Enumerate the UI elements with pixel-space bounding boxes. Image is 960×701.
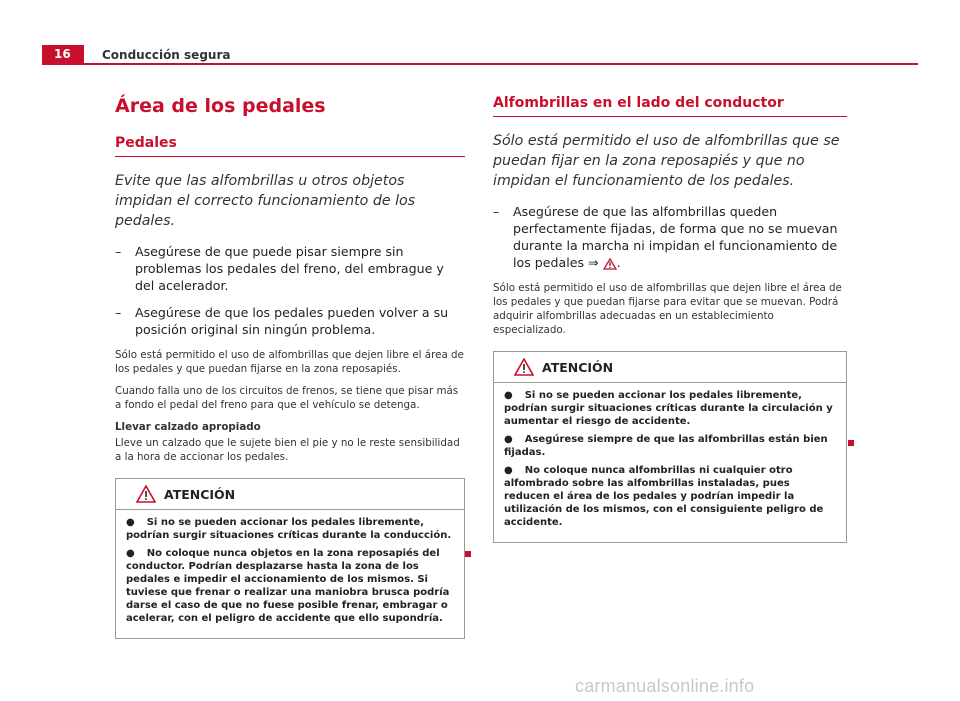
warning-item-text: Asegúrese siempre de que las alfombrillas están bien fijadas. [504,434,828,458]
list-item [115,304,465,338]
bullet-marker: ● [126,517,135,528]
paragraph: Cuando falla uno de los circuitos de frenos, se tiene que pisar más a fondo el pedal del freno para que el vehículo se detenga. [115,385,459,411]
end-of-section-mark [465,551,471,557]
warning-item [504,389,836,428]
header-rule [42,63,918,65]
section-heading-alfombrillas: Alfombrillas en el lado del conductor [493,95,847,117]
warning-item-text: Si no se pueden accionar los pedales libremente, podrían surgir situaciones críticas durante la circulación y aumentar el riesgo de accidente. [504,390,833,427]
warning-item [504,464,836,529]
warning-triangle-icon [136,485,156,503]
warning-item [504,433,836,459]
list-item [115,243,465,294]
warning-item-text: No coloque nunca alfombrillas ni cualquier otro alfombrado sobre las alfombrillas instaladas, pues reducen el área de los pedales y podrían impedir la utilización de los mismos, con el consiguiente peligro de accidente. [504,465,824,528]
paragraph: Lleve un calzado que le sujete bien el pie y no le reste sensibilidad a la hora de accionar los pedales. [115,437,460,463]
cross-reference-arrow: ⇒ [588,255,599,270]
running-header: Conducción segura [102,48,231,62]
list-item-text-body: Asegúrese de que las alfombrillas queden perfectamente fijadas, de forma que no se muevan durante la marcha ni impidan el funcionamiento de los pedales [513,204,838,270]
end-of-section-mark [848,440,854,446]
section-heading-pedales: Pedales [115,135,465,157]
bullet-marker: ● [126,548,135,559]
warning-header [494,352,846,383]
paragraph-heading: Llevar calzado apropiado [115,421,261,433]
page-number: 16 [42,45,84,63]
warning-item-text: Si no se pueden accionar los pedales libremente, podrían surgir situaciones críticas durante la conducción. [126,517,452,541]
warning-title: ATENCIÓN [542,359,614,375]
page-title: Área de los pedales [115,95,326,117]
warning-header [116,479,464,510]
paragraph: Sólo está permitido el uso de alfombrillas que dejen libre el área de los pedales y que puedan fijarse en la zona reposapiés. [115,349,464,375]
right-column [493,95,847,543]
left-column [115,95,465,639]
bullet-marker: ● [504,465,513,476]
dash-marker: – [493,204,500,219]
warning-box [115,478,465,639]
warning-item-text: No coloque nunca objetos en la zona reposapiés del conductor. Podrían desplazarse hasta la zona de los pedales e impedir el accionamiento de los mismos. Si tuviese que frenar o realizar una maniobra brusca podría darse el caso de que no fuese posible frenar, embragar o acelerar, con el peligro de accidente que ello supondría. [126,548,450,624]
lead-text: Sólo está permitido el uso de alfombrillas que se puedan fijar en la zona reposapiés y que no impidan el funcionamiento de los pedales. [493,133,840,189]
dash-marker: – [115,305,122,320]
lead-text: Evite que las alfombrillas u otros objetos impidan el correcto funcionamiento de los pedales. [115,173,416,229]
warning-item [126,516,454,542]
list-item-text: Asegúrese de que las alfombrillas queden perfectamente fijadas, de forma que no se muevan durante la marcha ni impidan el funcionamiento de los pedales ⇒ . [513,204,838,270]
warning-triangle-icon [514,358,534,376]
bullet-marker: ● [504,434,513,445]
list-item [493,203,847,271]
list-item-text: Asegúrese de que los pedales pueden volver a su posición original sin ningún problema. [135,305,449,337]
bullet-marker: ● [504,390,513,401]
warning-item [126,547,454,625]
warning-reference-icon[interactable] [603,258,617,270]
watermark: carmanualsonline.info [575,676,755,696]
warning-box [493,351,847,543]
paragraph: Sólo está permitido el uso de alfombrillas que dejen libre el área de los pedales y que puedan fijarse para evitar que se muevan. Podrá adquirir alfombrillas adecuadas en un establecimiento especializado. [493,282,842,336]
list-item-text: Asegúrese de que puede pisar siempre sin problemas los pedales del freno, del embrague y del acelerador. [135,244,444,293]
dash-marker: – [115,244,122,259]
warning-title: ATENCIÓN [164,486,236,502]
